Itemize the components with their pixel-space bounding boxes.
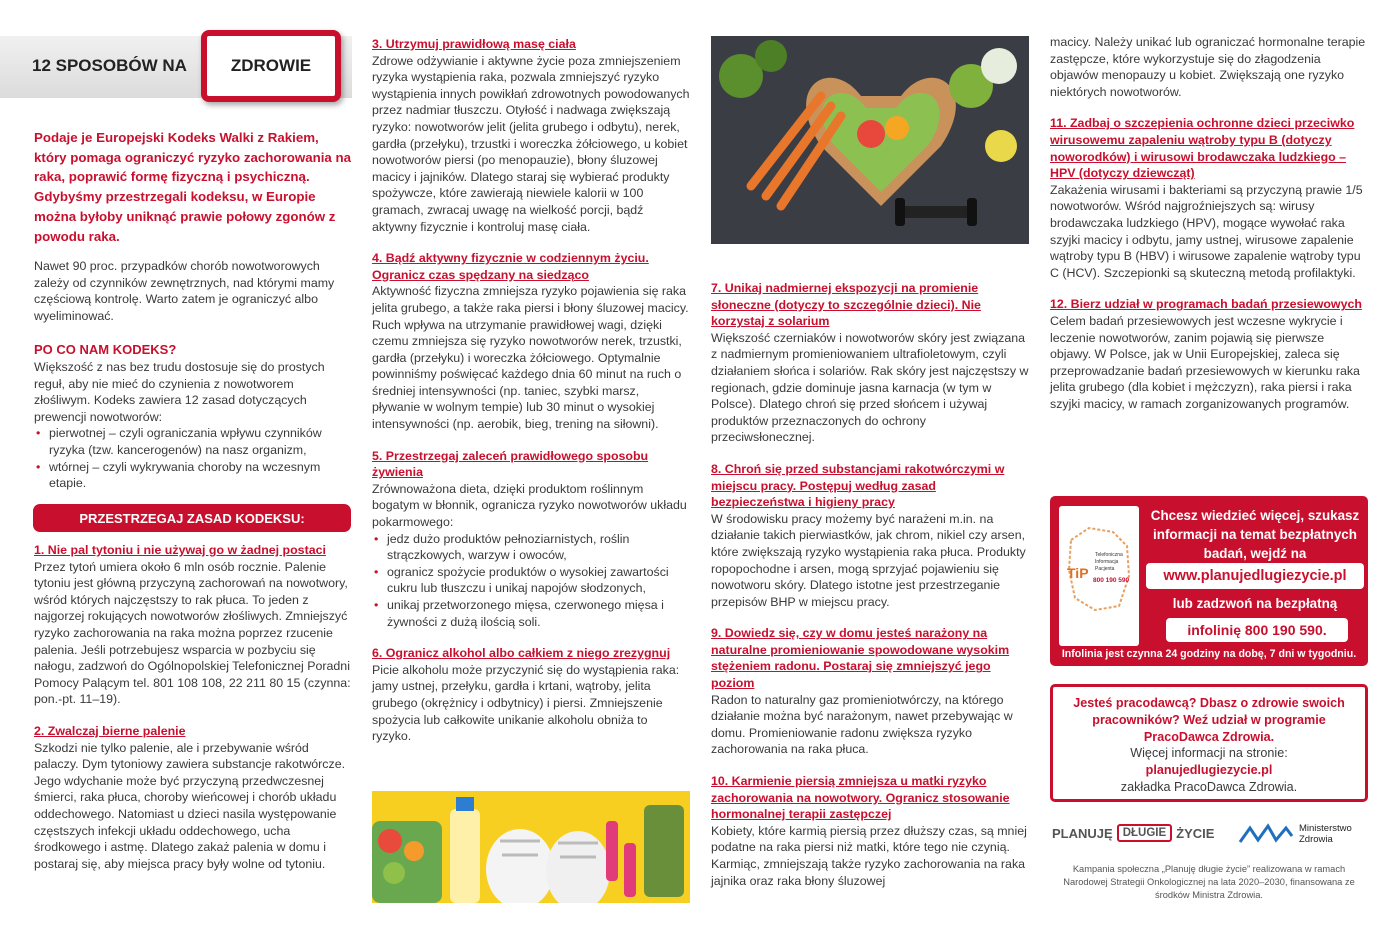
rule-text: Przez tytoń umiera około 6 mln osób rocznie. Palenie tytoniu jest główną przyczyną zachorowań na nowotwory, wśród których najczęstszy to rak płuca. To jeden z najgorzej rokujących nowotworów złośliwych. Zmniejszyć ryzyko zachorowania na raka można poprzez rzucenie palenia. Jeśli potrzebujesz wsparcia w pozbyciu się nałogu, zadzwoń do Ogólnopolskiej Telefonicznej Poradni Pomocy Palącym tel. 801 108 108, 22 211 80 15 (czynna: pon.-pt. 11–19). — [34, 559, 351, 707]
header-title: 12 SPOSOBÓW NA — [32, 56, 187, 75]
rule-text: Picie alkoholu może przyczynić się do wystąpienia raka: jamy ustnej, przełyku, gardła i krtani, wątroby, jelita grubego (okrężnicy i odbytnicy) i piersi. Zmniejszenie spożycia lub całkowite unikanie alkoholu obniża to ryzyko. — [372, 662, 680, 744]
rule-heading: 8. Chroń się przed substancjami rakotwórczymi w miejscu pracy. Postępuj według zasad bezpieczeństwa i higieny pracy — [711, 461, 1005, 510]
rules-col-1 — [34, 542, 352, 872]
logos — [1050, 820, 1368, 856]
rule-text: Większość czerniaków i nowotworów skóry jest związana z nadmiernym promieniowaniem ultrafioletowym, czyli działaniem słońca i solariów. Rak skóry jest najczęstszy w regionach, gdzie dominuje jasna karnacja (w tym w Polsce). Dlatego chroń się przed słońcem i używaj produktów przeznaczonych do ochrony przeciwsłonecznej. — [711, 330, 1029, 445]
ministry-of-health-logo: Ministerstwo Zdrowia — [1238, 822, 1352, 846]
employer-question: Jesteś pracodawcą? Dbasz o zdrowie swoich pracowników? Weź udział w programie PracoDawca Zdrowia. — [1073, 696, 1345, 744]
info-box — [1050, 496, 1368, 666]
rule-text: Radon to naturalny gaz promieniotwórczy, na którego działanie można być narażonym, nawet przebywając w domu. Promieniowanie radonu zwiększa ryzyko zachorowania na raka płuca. — [711, 692, 1013, 757]
rules-col-4 — [1050, 34, 1368, 412]
rule-text: Aktywność fizyczna zmniejsza ryzyko pojawienia się raka jelita grubego, a także raka piersi i błony śluzowej macicy. Ruch wpływa na utrzymanie prawidłowej wagi, dzięki czemu zmniejsza się ryzyko nowotworów nerek, trzustki, gardła (przełyku) i woreczka żółciowego. Optymalnie powinniśmy poświęcać każdego dnia 60 minut na ruch o średniej intensywności (np. taniec, szybki marsz, pływanie w wolnym tempie) lub 30 minut o wysokiej intensywności (np. aerobik, bieg, trening na siłowni). — [372, 284, 689, 432]
rules-col-2 — [372, 36, 690, 745]
rules-col-3 — [711, 280, 1029, 889]
rule-text: Zakażenia wirusami i bakteriami są przyczyną prawie 1/5 nowotworów. Wśród najgroźniejszych są: wirusy brodawczaka ludzkiego (HPV), mogące wywołać raka szyjki macicy i odbytu, jamy ustnej, wirusowe zapalenie wątroby typu B (HBV) i wirusowe zapalenie wątroby typu C (HCV). Szczepionki są skuteczną metodą profilaktyki. — [1050, 182, 1363, 280]
rules-banner: PRZESTRZEGAJ ZASAD KODEKSU: — [33, 504, 351, 532]
rule-heading: 1. Nie pal tytoniu i nie używaj go w żadnej postaci — [34, 543, 326, 557]
list-item: • ogranicz spożycie produktów o wysokiej zawartości cukru lub tłuszczu i unikaj napojów słodzonych, — [372, 564, 690, 597]
rule-text: Celem badań przesiewowych jest wczesne wykrycie i leczenie nowotworów, zanim pojawią się pierwsze objawy. W Polsce, jak w Unii Europejskiej, zaleca się przeprowadzanie badań przesiewowych w kierunku raka jelita grubego (dla kobiet i mężczyzn), raka piersi i raka szyjki macicy, w ramach zorganizowanych programów. — [1050, 313, 1360, 411]
website-link[interactable]: www.planujedlugiezycie.pl — [1146, 563, 1364, 589]
info-call: lub zadzwoń na bezpłatną — [1172, 596, 1338, 611]
column-1 — [34, 258, 352, 492]
rule-text: macicy. Należy unikać lub ograniczać hormonalne terapie zastępcze, które wykorzystuje się do złagodzenia objawów menopauzy u kobiet. Zwiększają one ryzyko niektórych nowotworów. — [1050, 35, 1366, 99]
rule-heading: 12. Bierz udział w programach badań przesiewowych — [1050, 297, 1362, 312]
svg-text:Informacja: Informacja — [1095, 559, 1119, 565]
rule-heading: 5. Przestrzegaj zaleceń prawidłowego sposobu żywienia — [372, 448, 649, 480]
rule-heading: 3. Utrzymuj prawidłową masę ciała — [372, 37, 576, 51]
ministry-logo-icon — [1238, 822, 1294, 846]
rule-heading: 6. Ogranicz alkohol albo całkiem z niego zrezygnuj — [372, 646, 671, 661]
svg-text:Pacjenta: Pacjenta — [1095, 566, 1115, 572]
svg-text:Telefoniczna: Telefoniczna — [1095, 552, 1123, 558]
intro2-text: Nawet 90 proc. przypadków chorób nowotworowych zależy od czynników zewnętrznych, nad którymi mamy częściową kontrolę. Warto zatem je ograniczyć albo wyeliminować. — [34, 259, 335, 323]
rule-heading: 2. Zwalczaj bierne palenie — [34, 723, 186, 738]
info-question: Chcesz wiedzieć więcej, szukasz informacji na temat bezpłatnych badań, wejdź na — [1150, 508, 1360, 561]
employer-link[interactable]: planujedlugiezycie.pl — [1145, 763, 1273, 778]
rule-text: W środowisku pracy możemy być narażeni m.in. na działanie takich pierwiastków, jak chrom, nikiel czy arsen, które zwiększają ryzyko wystąpienia raka płuca. Produkty ropopochodne i arsen, mogą sprzyjać pojawieniu się nowotworu skóry. Dlatego istotne jest przestrzeganie przepisów BHP w miejscu pracy. — [711, 511, 1026, 609]
planuje-dlugie-zycie-logo: PLANUJĘ DŁUGIE ŻYCIE — [1052, 825, 1215, 841]
list-item: • jedz dużo produktów pełnoziarnistych, roślin strączkowych, warzyw i owoców, — [372, 531, 690, 564]
tip-logo — [1059, 506, 1139, 646]
list-item: • unikaj przetworzonego mięsa, czerwonego mięsa i żywności z dużą ilością soli. — [372, 597, 690, 630]
rule-text: Zdrowe odżywianie i aktywne życie poza zmniejszeniem ryzyka wystąpienia raka, pozwala zmniejszyć ryzyko wystąpienia innych powikłań zdrowotnych powodowanych przez nadmiar tłuszczu. Otyłość i nadwaga zwiększają ryzyko: nowotworów jelit (jelita grubego i odbytu), nerek, gardła (przełyku), trzustki i woreczka żółciowego, u kobiet nowotworów piersi (po menopauzie), błony śluzowej macicy i jajników. Dlatego staraj się wybierać produkty spożywcze, które zawierają niewiele kalorii w 100 gramach, zwracaj uwagę na wielkość porcji, bądź aktywny fizycznie i kontroluj masę ciała. — [372, 53, 690, 234]
fitness-image — [372, 791, 690, 903]
rule-heading: 11. Zadbaj o szczepienia ochronne dzieci przeciwko wirusowemu zapaleniu wątroby typu B (dotyczy noworodków) i wirusowi brodawczaka ludzkiego – HPV (dotyczy dziewcząt) — [1050, 116, 1355, 181]
employer-more: Więcej informacji na stronie: — [1130, 746, 1288, 761]
header-title-box: ZDROWIE — [201, 30, 341, 102]
rule-heading: 10. Karmienie piersią zmniejsza u matki ryzyko zachorowania na nowotwory. Ogranicz stosowanie hormonalnej terapii zastępczej — [711, 774, 1010, 822]
tip-letters: TiP — [1067, 565, 1089, 581]
list-item: • pierwotnej – czyli ograniczania wpływu czynników ryzyka (tzw. kancerogenów) na nasz organizm, — [34, 425, 352, 458]
employer-box — [1050, 684, 1368, 802]
rule-text: Kobiety, które karmią piersią przez dłuższy czas, są mniej podatne na raka piersi niż matki, które tego nie czynią. Karmiąc, zmniejszają także ryzyko zachorowania na raka jajnika oraz raka błony śluzowej — [711, 823, 1027, 888]
intro-text: Podaje je Europejski Kodeks Walki z Rakiem, który pomaga ograniczyć ryzyko zachorowania na raka, poprawić formę fizyczną i psychiczną. Gdybyśmy przestrzegali kodeksu, w Europie można byłoby uniknąć prawie połowy zgonów z powodu raka. — [34, 130, 352, 244]
hotline-number[interactable]: infolinię 800 190 590. — [1166, 618, 1348, 642]
info-footer: Infolinia jest czynna 24 godziny na dobę, 7 dni w tygodniu. — [1061, 648, 1357, 660]
svg-text:800 190 590: 800 190 590 — [1093, 577, 1130, 584]
why-text: Większość z nas bez trudu dostosuje się do prostych reguł, aby nie mieć do czynienia z nowotworem złośliwym. Kodeks zawiera 12 zasad dotyczących prewencji nowotworów: — [34, 359, 325, 424]
rule-heading: 9. Dowiedz się, czy w domu jesteś narażony na naturalne promieniowanie spowodowane wysokim stężeniem radonu. Postaraj się zmniejszyć jego poziom — [711, 626, 1010, 691]
employer-tab: zakładka PracoDawca Zdrowia. — [1120, 779, 1298, 794]
vegetables-image — [711, 36, 1029, 244]
campaign-note: Kampania społeczna „Planuję długie życie” realizowana w ramach Narodowej Strategii Onkologicznej na lata 2020–2030, finansowana ze środków Ministra Zdrowia. — [1063, 864, 1355, 901]
rule-text: Zrównoważona dieta, dzięki produktom roślinnym bogatym w błonnik, ogranicza ryzyko nowotworów układu pokarmowego: — [372, 481, 687, 530]
rule-heading: 4. Bądź aktywny fizycznie w codziennym życiu. Ogranicz czas spędzany na siedząco — [372, 251, 649, 282]
why-heading: PO CO NAM KODEKS? — [34, 342, 177, 358]
rule-heading: 7. Unikaj nadmiernej ekspozycji na promienie słoneczne (dotyczy to szczególnie dzieci). Nie korzystaj z solarium — [711, 281, 981, 329]
rule-text: Szkodzi nie tylko palenie, ale i przebywanie wśród palaczy. Dym tytoniowy zawiera substancje rakotwórcze. Jego wdychanie może być przyczyną przedwczesnej śmierci, raka płuca, choroby wieńcowej i chorób układu oddechowego. Natomiast u dzieci nasila występowanie częstszych infekcji układu oddechowego, ucha środkowego i astmę. Dlatego zakaż palenia w domu i postaraj się, aby miejsca pracy były wolne od tytoniu. — [34, 740, 346, 871]
list-item: • wtórnej – czyli wykrywania choroby na wczesnym etapie. — [34, 459, 352, 492]
